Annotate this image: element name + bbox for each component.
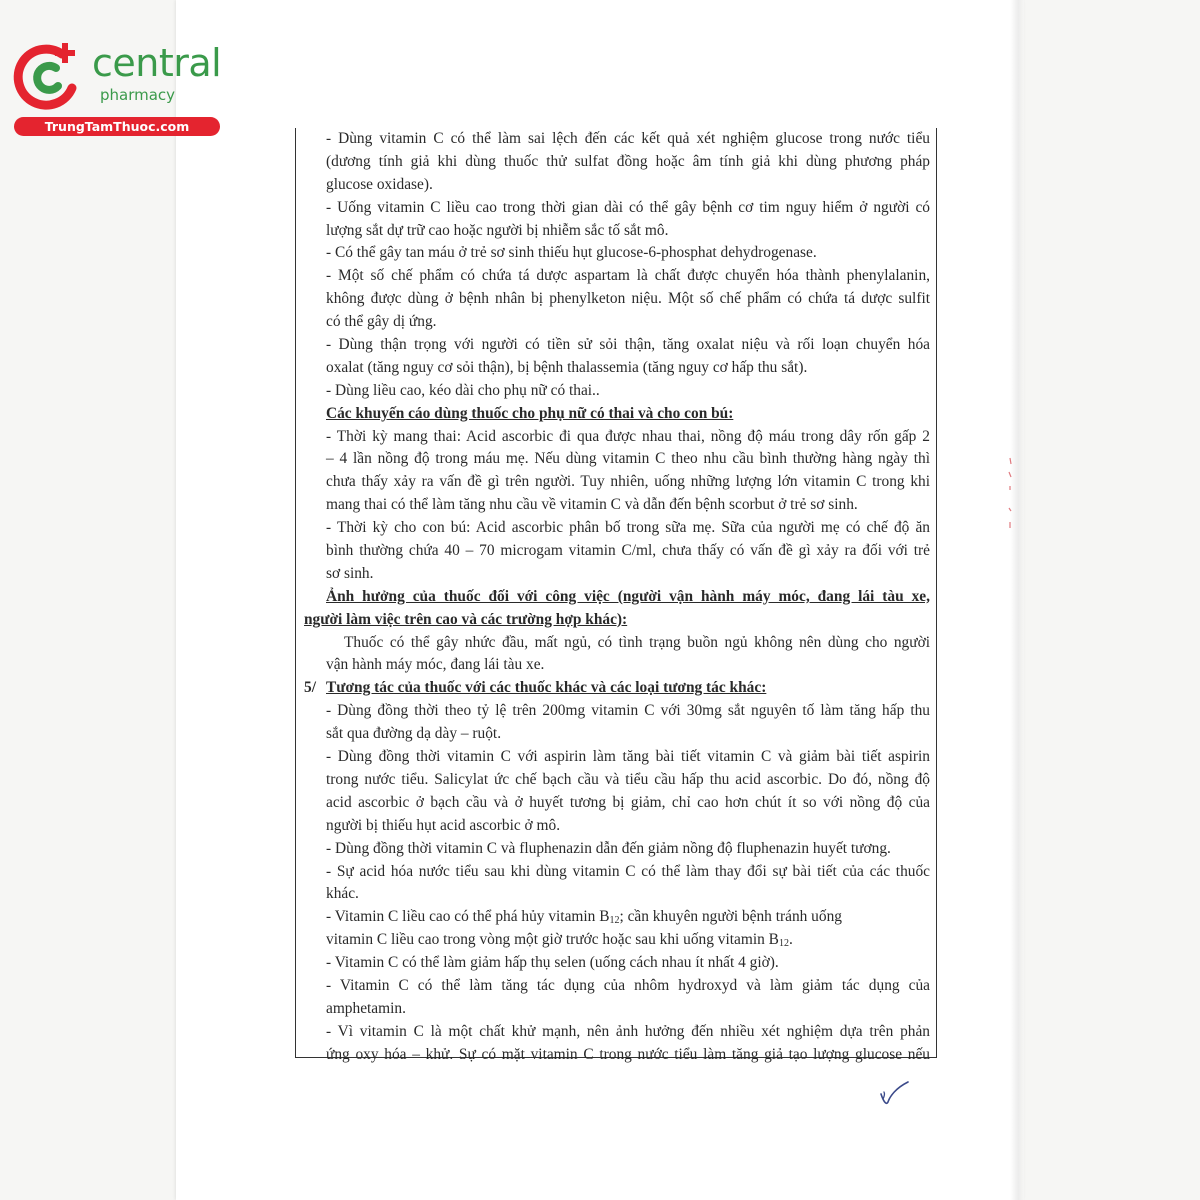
text-line: acid ascorbic ở bạch cầu và ở huyết tương bị giảm, chỉ cao hơn chút ít so với nồng độ của	[326, 793, 930, 811]
section-heading-pregnancy: Các khuyến cáo dùng thuốc cho phụ nữ có thai và cho con bú:	[326, 404, 734, 422]
text-line: khác.	[326, 885, 359, 903]
central-pharmacy-logo[interactable]	[10, 38, 220, 138]
subscript: 12	[778, 938, 789, 950]
logo-mark-icon	[10, 38, 88, 114]
initials-signature-icon	[878, 1080, 912, 1110]
text-line: - Vì vitamin C là một chất khử mạnh, nên ảnh hưởng đến nhiều xét nghiệm dựa trên phản	[326, 1022, 930, 1040]
text-line: sơ sinh.	[326, 564, 374, 582]
text-line: - Thời kỳ mang thai: Acid ascorbic đi qua được nhau thai, nồng độ máu trong dây rốn gấp 2	[326, 427, 930, 445]
text-line: lượng sắt dự trữ cao hoặc người bị nhiễm sắc tố sắt mô.	[326, 221, 669, 239]
text-line: glucose oxidase).	[326, 175, 433, 193]
text-line: - Dùng vitamin C có thể làm sai lệch đến các kết quả xét nghiệm glucose trong nước tiểu	[326, 130, 930, 147]
section-heading-work: Ảnh hưởng của thuốc đối với công việc (người vận hành máy móc, đang lái tàu xe,	[326, 587, 930, 605]
text-line: - Dùng đồng thời vitamin C với aspirin làm tăng bài tiết vitamin C và giảm bài tiết aspirin	[326, 748, 930, 766]
section-number: 5/	[304, 679, 316, 697]
text-line: ứng oxy hóa – khử. Sự có mặt vitamin C trong nước tiểu làm tăng giả tạo lượng glucose nếu	[326, 1045, 930, 1063]
text-line: có thể gây dị ứng.	[326, 313, 437, 331]
text-line	[296, 929, 936, 952]
text-line: - Vitamin C có thể làm giảm hấp thụ selen (uống cách nhau ít nhất 4 giờ).	[326, 954, 779, 972]
text-line: - Một số chế phẩm có chứa tá dược aspartam là chất được chuyển hóa thành phenylalanin,	[326, 267, 930, 285]
text-line: mang thai có thể làm tăng nhu cầu về vitamin C và dẫn đến bệnh scorbut ở trẻ sơ sinh.	[326, 496, 858, 514]
document-frame	[295, 128, 937, 1063]
text-line: sắt qua đường dạ dày – ruột.	[326, 725, 502, 743]
text-line: - Dùng đồng thời vitamin C và fluphenazin dẫn đến giảm nồng độ fluphenazin huyết tương.	[326, 839, 891, 857]
text-line: vận hành máy móc, đang lái tàu xe.	[326, 656, 545, 674]
text-line: - Dùng liều cao, kéo dài cho phụ nữ có thai..	[326, 381, 600, 399]
text-line: người bị thiếu hụt acid ascorbic ở mô.	[326, 816, 561, 834]
page-edge	[1010, 0, 1024, 1200]
section-heading-work-cont: người làm việc trên cao và các trường hợp khác):	[304, 610, 628, 628]
text-line: chưa thấy xảy ra vấn đề gì trên người. Tuy nhiên, uống những lượng lớn vitamin C trong khi	[326, 473, 930, 491]
stamp-mark-icon	[1004, 456, 1016, 546]
text-fragment: vitamin C liều cao trong vòng một giờ trước hoặc sau khi uống vitamin B	[326, 931, 779, 949]
text-line: - Thời kỳ cho con bú: Acid ascorbic phân bố trong sữa mẹ. Sữa của người mẹ có chế độ ăn	[326, 519, 930, 537]
text-line: - Có thể gây tan máu ở trẻ sơ sinh thiếu hụt glucose-6-phosphat dehydrogenase.	[326, 244, 817, 262]
text-line: – 4 lần nồng độ trong máu mẹ. Nếu dùng vitamin C theo nhu cầu bình thường hàng ngày thì	[326, 450, 930, 468]
site-banner[interactable]: TrungTamThuoc.com	[14, 117, 220, 136]
brand-name: central	[92, 41, 222, 85]
text-line: - Dùng thận trọng với người có tiền sử sỏi thận, tăng oxalat niệu và rối loạn chuyển hóa	[326, 336, 930, 354]
text-fragment: ; cần khuyên người bệnh tránh uống	[619, 908, 842, 926]
subscript: 12	[609, 915, 620, 927]
text-fragment: - Vitamin C liều cao có thể phá hủy vitamin B	[326, 908, 610, 926]
text-line: - Dùng đồng thời theo tỷ lệ trên 200mg vitamin C với 30mg sắt nguyên tố làm tăng hấp thu	[326, 702, 930, 720]
text-line: bình thường chứa 40 – 70 microgam vitamin C/ml, chưa thấy có vấn đề gì xảy ra đối với trẻ	[326, 542, 930, 560]
document-text	[296, 128, 936, 1067]
text-line: (dương tính giả khi dùng thuốc thử sulfat đồng hoặc âm tính giả khi dùng phương pháp	[326, 152, 930, 170]
text-line: trong nước tiểu. Salicylat ức chế bạch cầu và tiểu cầu hấp thu acid ascorbic. Do đó, nồng độ	[326, 770, 930, 788]
text-line: - Sự acid hóa nước tiểu sau khi dùng vitamin C có thể làm thay đổi sự bài tiết của các thuốc	[326, 862, 930, 880]
text-line: không được dùng ở bệnh nhân bị phenylketon niệu. Một số chế phẩm có chứa tá dược sulfit	[326, 290, 930, 308]
section-title: Tương tác của thuốc với các thuốc khác và các loại tương tác khác:	[326, 679, 767, 697]
text-line: amphetamin.	[326, 999, 406, 1017]
text-fragment: .	[788, 931, 793, 949]
section-heading-interactions	[296, 677, 936, 700]
text-line: - Vitamin C có thể làm tăng tác dụng của nhôm hydroxyd và làm giảm tác dụng của	[326, 976, 930, 994]
text-line: Thuốc có thể gây nhức đầu, mất ngủ, có tình trạng buồn ngủ không nên dùng cho người	[344, 633, 930, 651]
brand-subtitle: pharmacy	[100, 86, 176, 104]
text-line: oxalat (tăng nguy cơ sỏi thận), bị bệnh thalassemia (tăng nguy cơ hấp thu sắt).	[326, 358, 808, 376]
text-line	[296, 906, 936, 929]
text-line: - Uống vitamin C liều cao trong thời gian dài có thể gây bệnh cơ tim nguy hiểm ở người có	[326, 198, 930, 216]
